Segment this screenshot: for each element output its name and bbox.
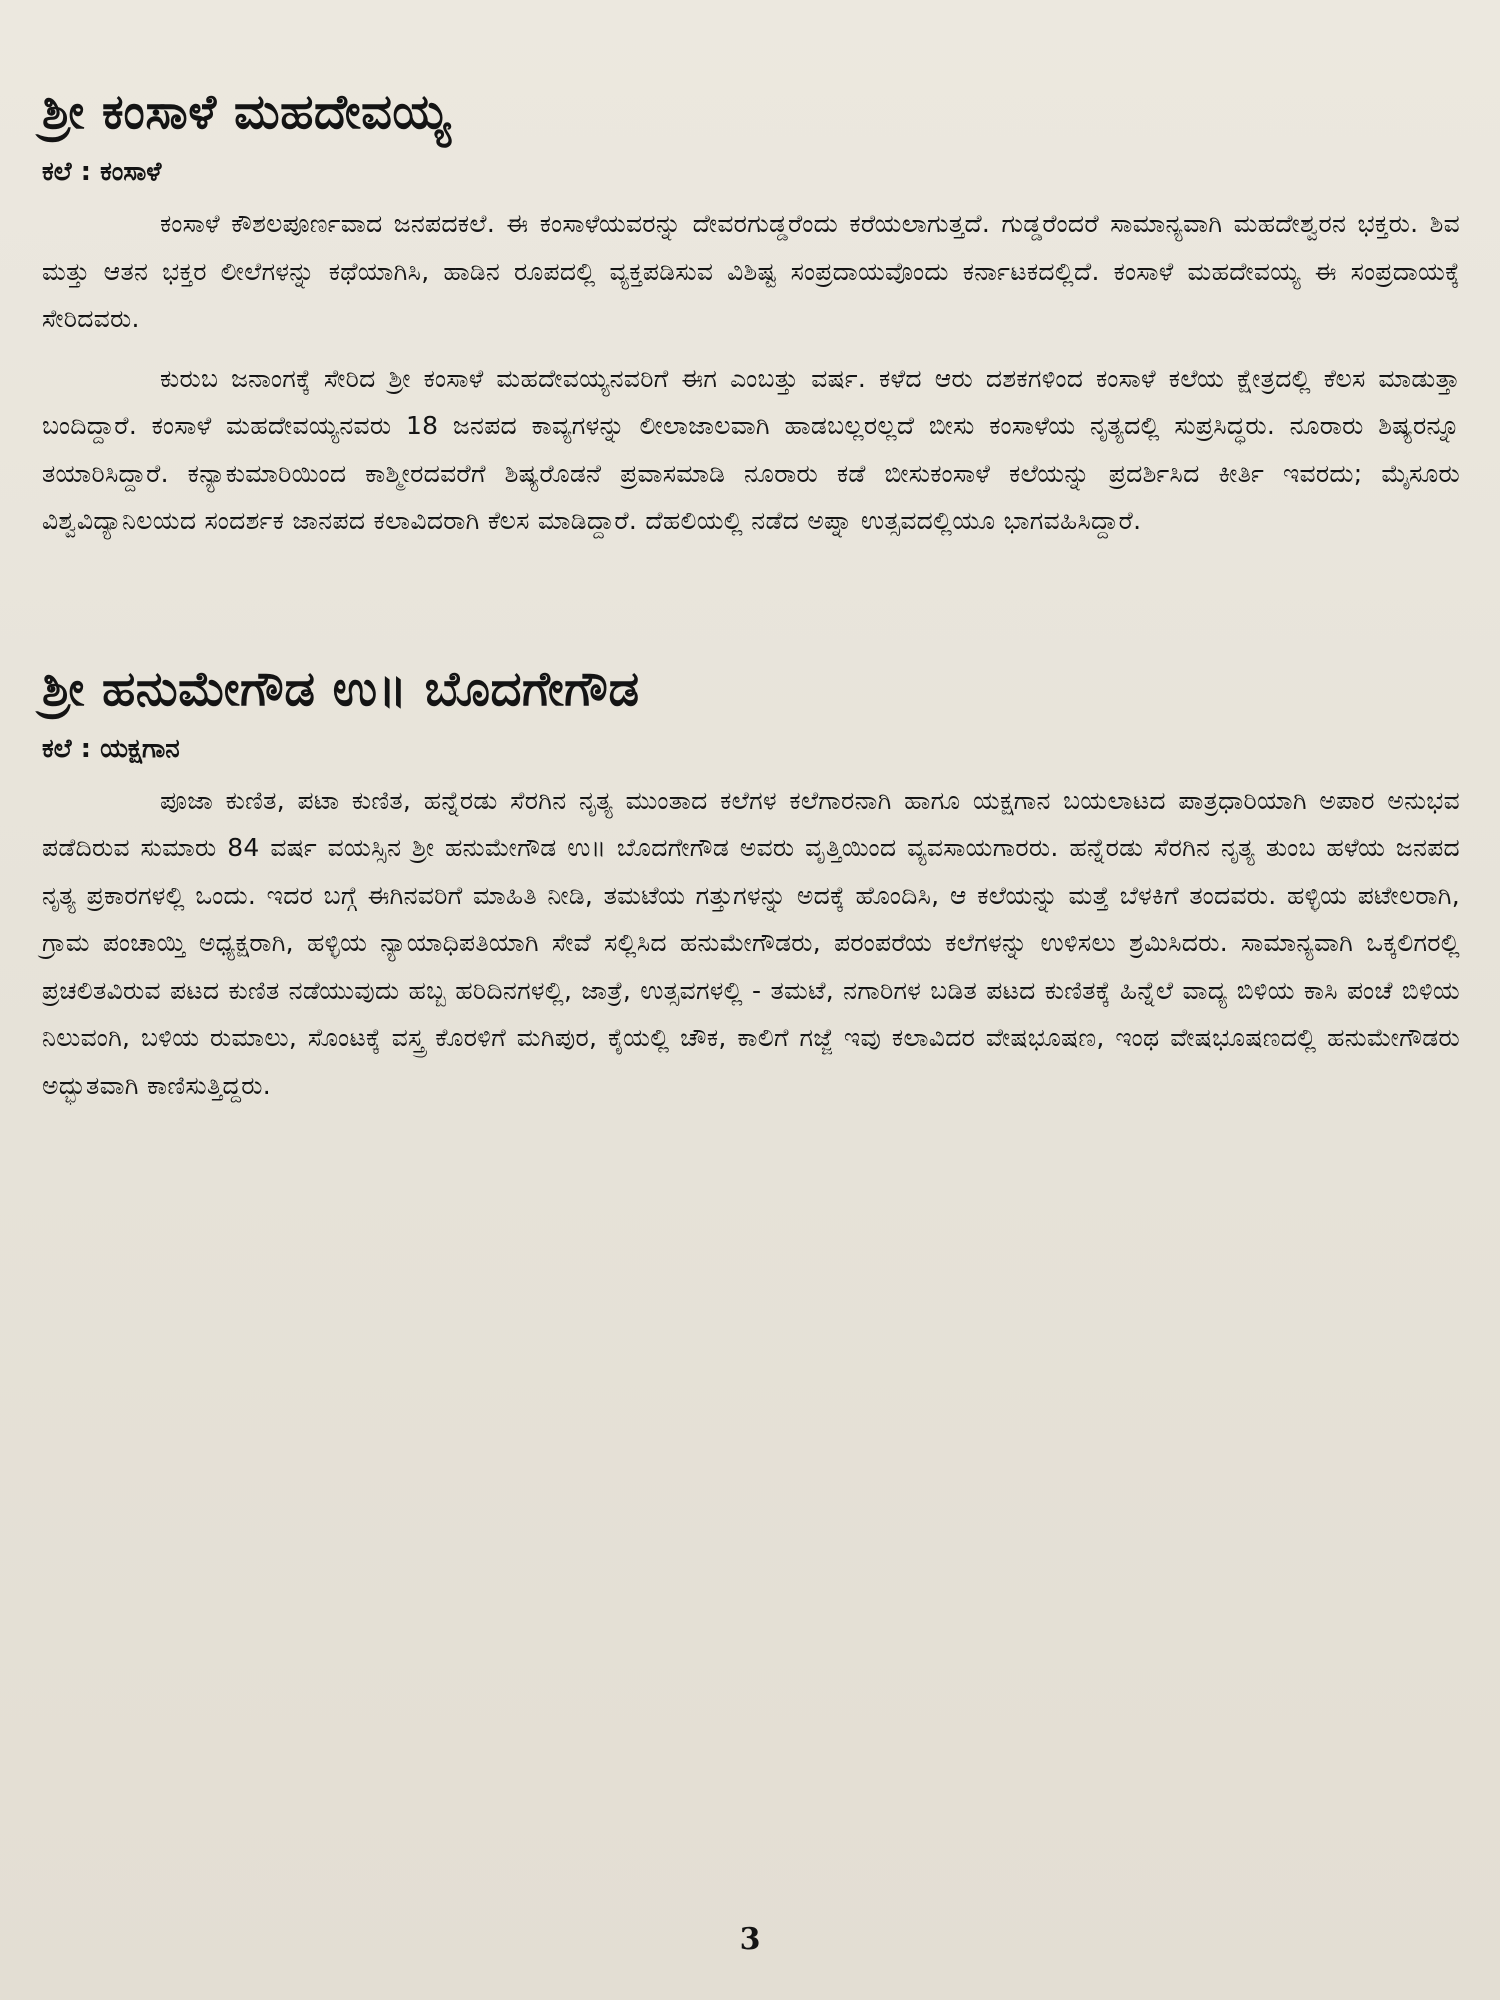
artist-section-hanumegowda [42, 657, 1460, 1110]
artist-section-kamsale-mahadevaiah [42, 80, 1460, 545]
page-number: 3 [739, 1922, 761, 1957]
body-paragraph: ಪೂಜಾ ಕುಣಿತ, ಪಟಾ ಕುಣಿತ, ಹನ್ನೆರಡು ಸೆರಗಿನ ನೃತ್ಯ ಮುಂತಾದ ಕಲೆಗಳ ಕಲೆಗಾರನಾಗಿ ಹಾಗೂ ಯಕ್ಷಗಾನ ಬಯಲಾಟದ ಪಾತ್ರಧಾರಿಯಾಗಿ ಅಪಾರ ಅನುಭವ ಪಡೆದಿರುವ ಸುಮಾರು 84 ವರ್ಷ ವಯಸ್ಸಿನ ಶ್ರೀ ಹನುಮೇಗೌಡ ಉ॥ ಬೊದಗೇಗೌಡ ಅವರು ವೃತ್ತಿಯಿಂದ ವ್ಯವಸಾಯಗಾರರು. ಹನ್ನೆರಡು ಸೆರಗಿನ ನೃತ್ಯ ತುಂಬ ಹಳೆಯ ಜನಪದ ನೃತ್ಯ ಪ್ರಕಾರಗಳಲ್ಲಿ ಒಂದು. ಇದರ ಬಗ್ಗೆ ಈಗಿನವರಿಗೆ ಮಾಹಿತಿ ನೀಡಿ, ತಮಟೆಯ ಗತ್ತುಗಳನ್ನು ಅದಕ್ಕೆ ಹೊಂದಿಸಿ, ಆ ಕಲೆಯನ್ನು ಮತ್ತೆ ಬೆಳಕಿಗೆ ತಂದವರು. ಹಳ್ಳಿಯ ಪಟೇಲರಾಗಿ, ಗ್ರಾಮ ಪಂಚಾಯ್ತಿ ಅಧ್ಯಕ್ಷರಾಗಿ, ಹಳ್ಳಿಯ ನ್ಯಾಯಾಧಿಪತಿಯಾಗಿ ಸೇವೆ ಸಲ್ಲಿಸಿದ ಹನುಮೇಗೌಡರು, ಪರಂಪರೆಯ ಕಲೆಗಳನ್ನು ಉಳಿಸಲು ಶ್ರಮಿಸಿದರು. ಸಾಮಾನ್ಯವಾಗಿ ಒಕ್ಕಲಿಗರಲ್ಲಿ ಪ್ರಚಲಿತವಿರುವ ಪಟದ ಕುಣಿತ ನಡೆಯುವುದು ಹಬ್ಬ ಹರಿದಿನಗಳಲ್ಲಿ, ಜಾತ್ರೆ, ಉತ್ಸವಗಳಲ್ಲಿ - ತಮಟೆ, ನಗಾರಿಗಳ ಬಡಿತ ಪಟದ ಕುಣಿತಕ್ಕೆ ಹಿನ್ನೆಲೆ ವಾದ್ಯ ಬಿಳಿಯ ಕಾಸಿ ಪಂಚೆ ಬಿಳಿಯ ನಿಲುವಂಗಿ, ಬಳಿಯ ರುಮಾಲು, ಸೊಂಟಕ್ಕೆ ವಸ್ತ್ರ ಕೊರಳಿಗೆ ಮಗಿಪುರ, ಕೈಯಲ್ಲಿ ಚೌಕ, ಕಾಲಿಗೆ ಗಜ್ಜೆ ಇವು ಕಲಾವಿದರ ವೇಷಭೂಷಣ, ಇಂಥ ವೇಷಭೂಷಣದಲ್ಲಿ ಹನುಮೇಗೌಡರು ಅದ್ಭುತವಾಗಿ ಕಾಣಿಸುತ್ತಿದ್ದರು. [42, 785, 1460, 1100]
body-paragraph: ಕುರುಬ ಜನಾಂಗಕ್ಕೆ ಸೇರಿದ ಶ್ರೀ ಕಂಸಾಳೆ ಮಹದೇವಯ್ಯನವರಿಗೆ ಈಗ ಎಂಬತ್ತು ವರ್ಷ. ಕಳೆದ ಆರು ದಶಕಗಳಿಂದ ಕಂಸಾಳೆ ಕಲೆಯ ಕ್ಷೇತ್ರದಲ್ಲಿ ಕೆಲಸ ಮಾಡುತ್ತಾ ಬಂದಿದ್ದಾರೆ. ಕಂಸಾಳೆ ಮಹದೇವಯ್ಯನವರು 18 ಜನಪದ ಕಾವ್ಯಗಳನ್ನು ಲೀಲಾಜಾಲವಾಗಿ ಹಾಡಬಲ್ಲರಲ್ಲದೆ ಬೀಸು ಕಂಸಾಳೆಯ ನೃತ್ಯದಲ್ಲಿ ಸುಪ್ರಸಿದ್ಧರು. ನೂರಾರು ಶಿಷ್ಯರನ್ನೂ ತಯಾರಿಸಿದ್ದಾರೆ. ಕನ್ಯಾಕುಮಾರಿಯಿಂದ ಕಾಶ್ಮೀರದವರೆಗೆ ಶಿಷ್ಯರೊಡನೆ ಪ್ರವಾಸಮಾಡಿ ನೂರಾರು ಕಡೆ ಬೀಸುಕಂಸಾಳೆ ಕಲೆಯನ್ನು ಪ್ರದರ್ಶಿಸಿದ ಕೀರ್ತಿ ಇವರದು; ಮೈಸೂರು ವಿಶ್ವವಿದ್ಯಾನಿಲಯದ ಸಂದರ್ಶಕ ಜಾನಪದ ಕಲಾವಿದರಾಗಿ ಕೆಲಸ ಮಾಡಿದ್ದಾರೆ. ದೆಹಲಿಯಲ್ಲಿ ನಡೆದ ಅಪ್ನಾ ಉತ್ಸವದಲ್ಲಿಯೂ ಭಾಗವಹಿಸಿದ್ದಾರೆ. [42, 363, 1460, 535]
body-paragraph: ಕಂಸಾಳೆ ಕೌಶಲಪೂರ್ಣವಾದ ಜನಪದಕಲೆ. ಈ ಕಂಸಾಳೆಯವರನ್ನು ದೇವರಗುಡ್ಡರೆಂದು ಕರೆಯಲಾಗುತ್ತದೆ. ಗುಡ್ಡರೆಂದರೆ ಸಾಮಾನ್ಯವಾಗಿ ಮಹದೇಶ್ವರನ ಭಕ್ತರು. ಶಿವ ಮತ್ತು ಆತನ ಭಕ್ತರ ಲೀಲೆಗಳನ್ನು ಕಥೆಯಾಗಿಸಿ, ಹಾಡಿನ ರೂಪದಲ್ಲಿ ವ್ಯಕ್ತಪಡಿಸುವ ವಿಶಿಷ್ಟ ಸಂಪ್ರದಾಯವೊಂದು ಕರ್ನಾಟಕದಲ್ಲಿದೆ. ಕಂಸಾಳೆ ಮಹದೇವಯ್ಯ ಈ ಸಂಪ್ರದಾಯಕ್ಕೆ ಸೇರಿದವರು. [42, 209, 1460, 333]
art-form-label: ಕಲೆ : ಕಂಸಾಳೆ [42, 157, 162, 187]
art-form-label: ಕಲೆ : ಯಕ್ಷಗಾನ [42, 733, 180, 764]
artist-title: ಶ್ರೀ ಹನುಮೇಗೌಡ ಉ॥ ಬೊದಗೇಗೌಡ [42, 660, 640, 717]
artist-title: ಶ್ರೀ ಕಂಸಾಳೆ ಮಹದೇವಯ್ಯ [42, 84, 451, 140]
